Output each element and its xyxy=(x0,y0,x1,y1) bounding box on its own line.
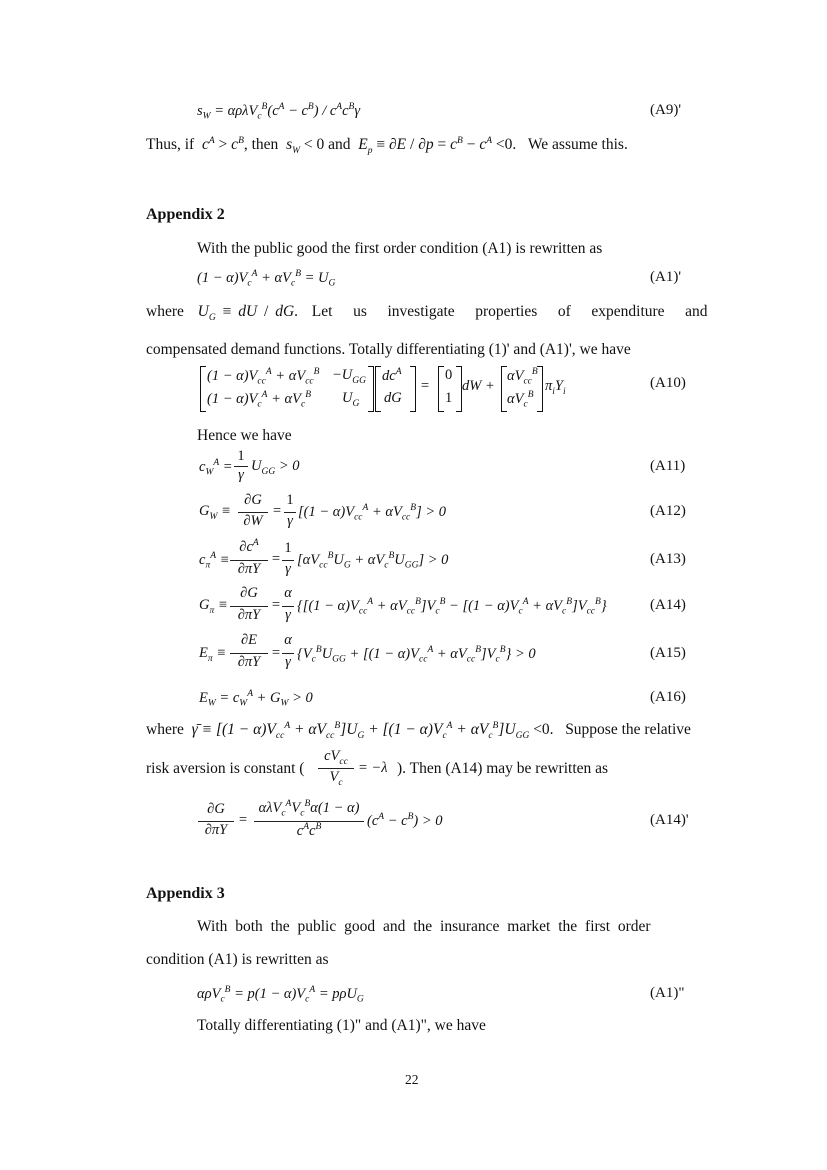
appendix-2-heading: Appendix 2 xyxy=(146,206,225,223)
equation-tag-a14: (A14) xyxy=(650,597,686,613)
appendix-3-intro-2: condition (A1) is rewritten as xyxy=(146,951,329,968)
equation-tag-a12: (A12) xyxy=(650,503,686,519)
appendix-3-heading: Appendix 3 xyxy=(146,885,225,902)
equation-tag-a11: (A11) xyxy=(650,458,686,474)
risk-aversion-text-a: risk aversion is constant ( xyxy=(146,760,305,777)
equation-tag-a16: (A16) xyxy=(650,689,686,705)
suppose-text: Suppose the relative xyxy=(565,721,691,739)
hence-line: Hence we have xyxy=(197,427,292,444)
where-gamma-line: where γ̄ ≡ $[(1 - \alpha)V_{cc}^A + \alpha V_{cc}^B]U_G + [(1 - \alpha)V_c^A + \alpha V_c^B]U_{GG} <0$. Suppose the relative xyxy=(146,721,691,742)
where-gamma-word: where xyxy=(146,721,184,739)
equation-tag-a14-prime: (A14)' xyxy=(650,812,689,828)
risk-aversion-text-b: ). Then (A14) may be rewritten as xyxy=(397,760,609,777)
where-ug-line: where $U_G$ ≡ dU / dG. Let us investigate properties of expenditure and xyxy=(146,303,708,324)
equation-tag-a13: (A13) xyxy=(650,551,686,567)
compensated-line: compensated demand functions. Totally differentiating (1)' and (A1)', we have xyxy=(146,341,631,358)
equation-a1-double-prime: $\alpha\rho V_c^B = p(1 - \alpha)V_c^A = p\rho U_G$ xyxy=(197,985,364,1005)
equation-tag-a9: (A9)' xyxy=(650,102,682,118)
appendix-3-intro-1: With both the public good and the insurance market the first order xyxy=(197,918,651,935)
diff-line: Totally differentiating (1)" and (A1)", we have xyxy=(197,1017,486,1034)
equation-tag-a10: (A10) xyxy=(650,375,686,391)
page-number: 22 xyxy=(405,1072,419,1087)
equation-tag-a1-double-prime: (A1)" xyxy=(650,985,685,1001)
equation-tag-a15: (A15) xyxy=(650,645,686,661)
appendix-2-intro: With the public good the first order condition (A1) is rewritten as xyxy=(197,240,603,257)
equation-a16: $E_W = c_W^A + G_W > 0$ xyxy=(199,689,313,709)
equation-tag-a1-prime: (A1)' xyxy=(650,269,682,285)
equation-a1-prime: $(1 - \alpha)V_c^A + \alpha V_c^B = U_G$ xyxy=(197,269,336,289)
thus-line: Thus, if $c^A > c^B$, then $s_W < 0$ and $E_p \equiv \partial E / \partial p = c^B - c^A <0$. We assume this. xyxy=(146,136,628,157)
equation-a9: $s_W = \alpha\rho\lambda V_c^B(c^A - c^B) / c^Ac^B\gamma$ xyxy=(197,102,361,122)
